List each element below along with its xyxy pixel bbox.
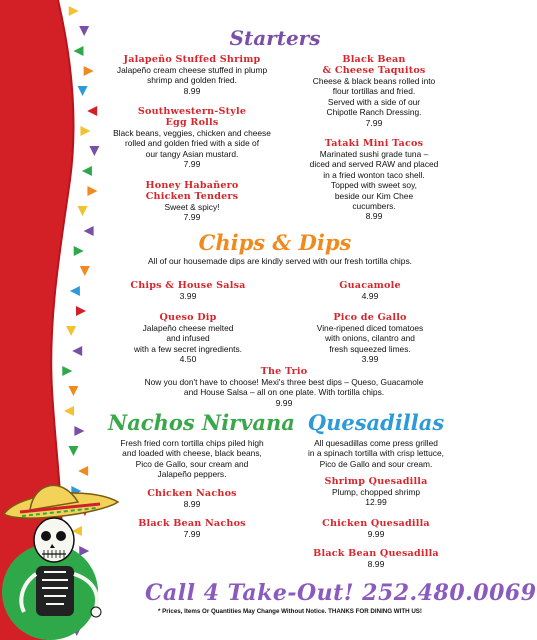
item-desc: and House Salsa – all on one plate. With tortilla chips. bbox=[183, 387, 385, 398]
item-price: 9.99 bbox=[275, 397, 293, 408]
menu-item bbox=[108, 180, 276, 223]
item-name: The Trio bbox=[260, 366, 308, 377]
flag-icon bbox=[62, 366, 72, 376]
item-desc: in a fried wonton taco shell. bbox=[323, 169, 425, 180]
item-price: 7.99 bbox=[365, 117, 383, 128]
item-name: Queso Dip bbox=[159, 312, 217, 323]
item-price: 7.99 bbox=[183, 159, 201, 170]
flag-icon bbox=[84, 66, 94, 76]
item-desc: Black beans, veggies, chicken and cheese bbox=[113, 128, 271, 138]
call-takeout: Call 4 Take-Out! 252.480.0069 bbox=[145, 580, 537, 606]
item-desc: rolled and golden fried with a side of bbox=[124, 138, 260, 149]
section-desc: Pico de Gallo, sour cream and bbox=[135, 458, 249, 469]
item-name: Southwestern-Style bbox=[137, 106, 247, 117]
flag-icon bbox=[84, 226, 94, 236]
item-price: 8.99 bbox=[365, 211, 383, 222]
flag-icon bbox=[68, 446, 78, 456]
item-price: 3.99 bbox=[361, 354, 379, 365]
section-desc: Jalapeño peppers. bbox=[157, 469, 227, 480]
item-price: 9.99 bbox=[367, 529, 385, 539]
item-name: Tataki Mini Tacos bbox=[324, 138, 424, 149]
flag-icon bbox=[74, 426, 84, 436]
item-price: 7.99 bbox=[183, 212, 201, 223]
item-desc: Served with a side of our bbox=[327, 96, 421, 107]
flag-icon bbox=[76, 306, 86, 316]
item-name: Jalapeño Stuffed Shrimp bbox=[123, 54, 261, 65]
menu-item bbox=[108, 518, 276, 540]
chips-intro: All of our housemade dips are kindly served with our fresh tortilla chips. bbox=[148, 256, 412, 266]
item-name: Chips & House Salsa bbox=[130, 280, 246, 291]
flag-icon bbox=[87, 106, 97, 116]
item-desc: beside our Kim Chee bbox=[334, 190, 414, 201]
item-desc: fresh squeezed limes. bbox=[329, 343, 411, 354]
item-desc: Chipotle Ranch Dressing. bbox=[326, 107, 422, 118]
section-title-quesadillas: Quesadillas bbox=[307, 410, 445, 435]
flag-icon bbox=[80, 266, 90, 276]
flag-icon bbox=[82, 166, 92, 176]
item-name: & Cheese Taquitos bbox=[322, 65, 426, 76]
item-price: 12.99 bbox=[365, 497, 387, 508]
menu-item bbox=[108, 106, 276, 170]
item-desc: flour tortillas and fried. bbox=[332, 86, 416, 97]
section-title-nachos: Nachos Nirvana bbox=[108, 410, 295, 435]
item-name: Chicken Tenders bbox=[145, 191, 239, 202]
flag-icon bbox=[72, 346, 82, 356]
flag-icon bbox=[87, 186, 97, 196]
menu-item bbox=[108, 280, 268, 302]
menu-item bbox=[108, 312, 268, 365]
menu-item bbox=[292, 476, 460, 508]
item-desc: shrimp and golden fried. bbox=[147, 75, 237, 86]
flag-icon bbox=[89, 146, 99, 156]
item-name: Shrimp Quesadilla bbox=[324, 476, 428, 487]
item-name: Guacamole bbox=[339, 280, 401, 291]
flag-icon bbox=[64, 406, 74, 416]
item-desc: Topped with sweet soy, bbox=[331, 180, 417, 191]
item-desc: Now you don't have to choose! Mexi's three best dips – Queso, Guacamole bbox=[144, 377, 424, 387]
item-desc: Sweet & spicy! bbox=[164, 202, 220, 212]
item-desc: Jalapeño cream cheese stuffed in plump bbox=[116, 65, 268, 75]
item-desc: diced and served RAW and placed bbox=[309, 159, 439, 170]
item-price: 7.99 bbox=[183, 529, 201, 539]
item-price: 4.50 bbox=[179, 354, 197, 365]
skeleton-mariachi-icon bbox=[0, 462, 120, 640]
flag-icon bbox=[68, 386, 78, 396]
item-name: Honey Habañero bbox=[145, 180, 239, 191]
item-name: Pico de Gallo bbox=[333, 312, 407, 323]
item-desc: and infused bbox=[166, 333, 210, 344]
menu-item bbox=[108, 488, 276, 510]
section-desc: Fresh fried corn tortilla chips piled high bbox=[120, 438, 264, 448]
item-price: 4.99 bbox=[361, 291, 379, 301]
flag-icon bbox=[78, 86, 88, 96]
section-desc: and loaded with cheese, black beans, bbox=[122, 448, 262, 459]
item-desc: Plump, chopped shrimp bbox=[332, 487, 420, 497]
item-desc: Jalapeño cheese melted bbox=[142, 323, 234, 333]
flag-icon bbox=[79, 26, 89, 36]
section-desc: Pico de Gallo and sour cream. bbox=[319, 458, 433, 469]
menu-item bbox=[108, 366, 460, 408]
menu-item bbox=[290, 138, 458, 222]
item-price: 8.99 bbox=[183, 85, 201, 96]
menu-item bbox=[292, 518, 460, 540]
menu-item bbox=[290, 312, 450, 365]
nachos-desc-block bbox=[108, 438, 276, 480]
item-desc: with onions, cilantro and bbox=[325, 333, 415, 344]
item-name: Egg Rolls bbox=[165, 117, 219, 128]
item-name: Black Bean Nachos bbox=[138, 518, 246, 529]
section-title-starters: Starters bbox=[229, 26, 321, 50]
flag-icon bbox=[80, 126, 90, 136]
item-price: 3.99 bbox=[179, 291, 197, 301]
item-name: Chicken Nachos bbox=[147, 488, 237, 499]
item-desc: Cheese & black beans rolled into bbox=[312, 76, 436, 86]
menu-item bbox=[108, 54, 276, 96]
item-desc: Vine-ripened diced tomatoes bbox=[316, 323, 424, 333]
item-name: Black Bean Quesadilla bbox=[313, 548, 439, 559]
menu-item bbox=[290, 54, 458, 128]
item-name: Chicken Quesadilla bbox=[322, 518, 430, 529]
item-name: Black Bean bbox=[342, 54, 406, 65]
section-title-chips: Chips & Dips bbox=[198, 230, 352, 255]
quesadillas-desc-block bbox=[292, 438, 460, 469]
item-price: 8.99 bbox=[367, 559, 385, 569]
menu-item bbox=[290, 280, 450, 302]
flag-icon bbox=[73, 46, 83, 56]
flag-icon bbox=[70, 286, 80, 296]
item-desc: cucumbers. bbox=[352, 201, 396, 212]
menu-item bbox=[292, 548, 460, 570]
section-desc: in a spinach tortilla with crisp lettuce, bbox=[308, 448, 444, 459]
flag-icon bbox=[66, 326, 76, 336]
item-desc: with a few secret ingredients. bbox=[134, 343, 242, 354]
flag-icon bbox=[74, 246, 84, 256]
flag-icon bbox=[78, 206, 88, 216]
footer-note: * Prices, Items Or Quantities May Change Without Notice. THANKS FOR DINING WITH US! bbox=[158, 608, 422, 615]
flag-icon bbox=[69, 6, 79, 16]
section-desc: All quesadillas come press grilled bbox=[314, 438, 438, 448]
item-price: 8.99 bbox=[183, 499, 201, 509]
item-desc: Marinated sushi grade tuna – bbox=[319, 149, 429, 159]
item-desc: our tangy Asian mustard. bbox=[145, 148, 239, 159]
